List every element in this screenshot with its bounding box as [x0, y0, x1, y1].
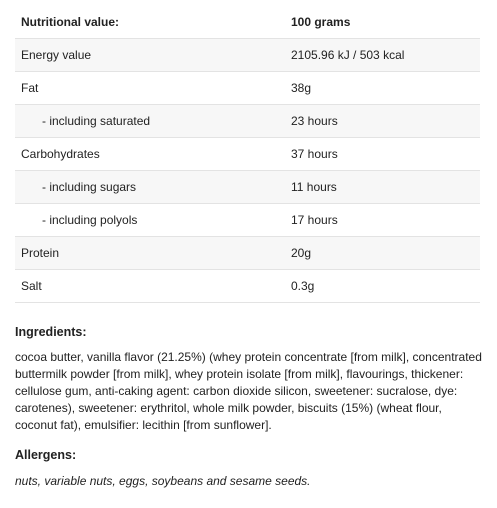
header-value: 100 grams: [285, 6, 480, 39]
row-name: - including sugars: [15, 171, 285, 204]
row-value: 2105.96 kJ / 503 kcal: [285, 39, 480, 72]
row-name: Carbohydrates: [15, 138, 285, 171]
ingredients-text: cocoa butter, vanilla flavor (21.25%) (whey protein concentrate [from milk], concentrated buttermilk powder [from milk], whey protein isolate [from milk], flavourings, thickener: cellulose gum, anti-caking agent: carbon dioxide silicon, sweetener: sucralose, dye: carotenes), sweetener: erythritol, whole milk powder, biscuits (15%) (wheat flour, coconut fat), emulsifier: lecithin [from sunflower].: [15, 350, 482, 432]
row-name: - including polyols: [15, 204, 285, 237]
row-name: Protein: [15, 237, 285, 270]
row-value: 38g: [285, 72, 480, 105]
row-value: 11 hours: [285, 171, 480, 204]
table-row: [15, 105, 480, 138]
row-value: 20g: [285, 237, 480, 270]
header-name: Nutritional value:: [15, 6, 285, 39]
allergens-title: Allergens:: [15, 448, 77, 462]
row-name: Fat: [15, 72, 285, 105]
allergens-text: nuts, variable nuts, eggs, soybeans and sesame seeds.: [15, 474, 311, 488]
row-value: 0.3g: [285, 270, 480, 303]
table-row: [15, 39, 480, 72]
row-name: Energy value: [15, 39, 285, 72]
table-header-row: [15, 6, 480, 39]
table-row: [15, 171, 480, 204]
row-value: 17 hours: [285, 204, 480, 237]
row-name: Salt: [15, 270, 285, 303]
table-row: [15, 204, 480, 237]
row-value: 37 hours: [285, 138, 480, 171]
row-name: - including saturated: [15, 105, 285, 138]
table-row: [15, 270, 480, 303]
row-value: 23 hours: [285, 105, 480, 138]
table-row: [15, 138, 480, 171]
nutrition-table: [15, 6, 480, 303]
table-row: [15, 72, 480, 105]
ingredients-title: Ingredients:: [15, 325, 87, 339]
table-row: [15, 237, 480, 270]
